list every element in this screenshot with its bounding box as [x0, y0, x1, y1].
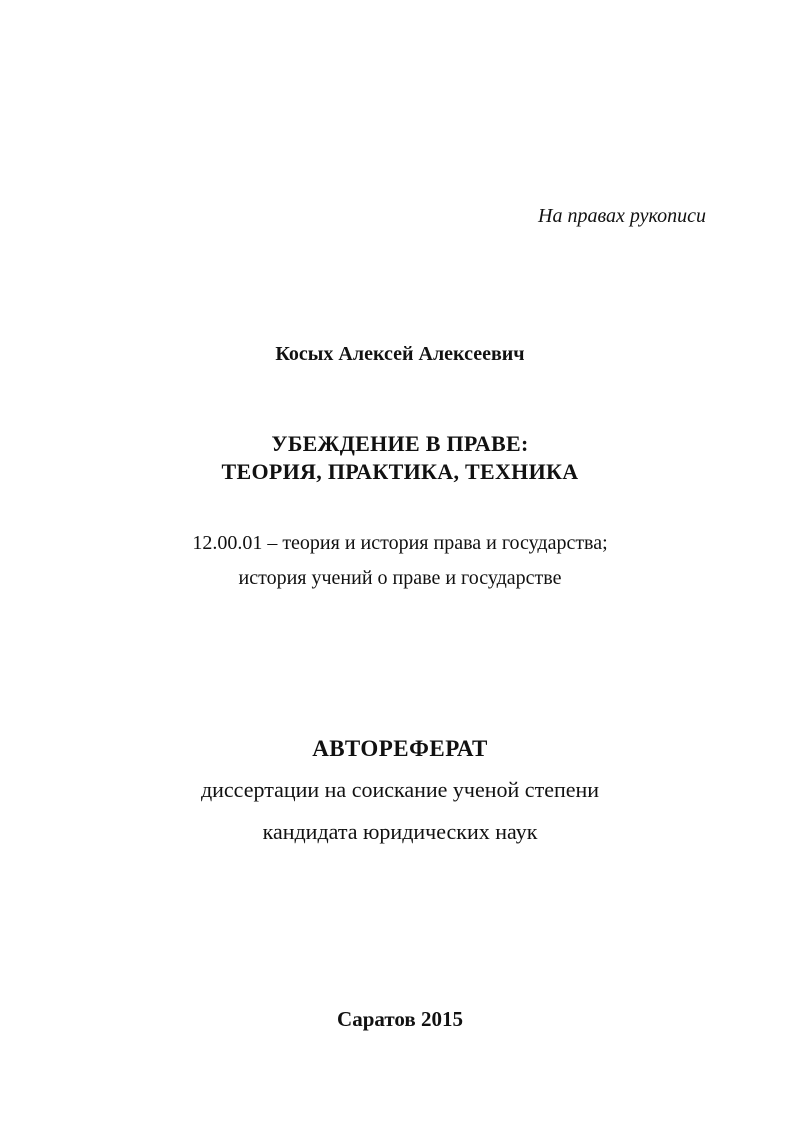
title-line-2: ТЕОРИЯ, ПРАКТИКА, ТЕХНИКА — [221, 459, 579, 484]
place-year: Саратов 2015 — [337, 1007, 463, 1031]
degree-line-1: диссертации на соискание ученой степени — [200, 777, 600, 802]
author-name: Косых Алексей Алексеевич — [275, 343, 525, 365]
document-type: АВТОРЕФЕРАТ — [312, 736, 488, 761]
specialty-line-2: история учений о праве и государстве — [238, 567, 562, 589]
manuscript-note: На правах рукописи — [538, 205, 706, 227]
degree-line-2: кандидата юридических наук — [262, 819, 538, 844]
specialty-line-1: 12.00.01 – теория и история права и государства; — [192, 532, 608, 554]
title-line-1: УБЕЖДЕНИЕ В ПРАВЕ: — [271, 431, 529, 456]
